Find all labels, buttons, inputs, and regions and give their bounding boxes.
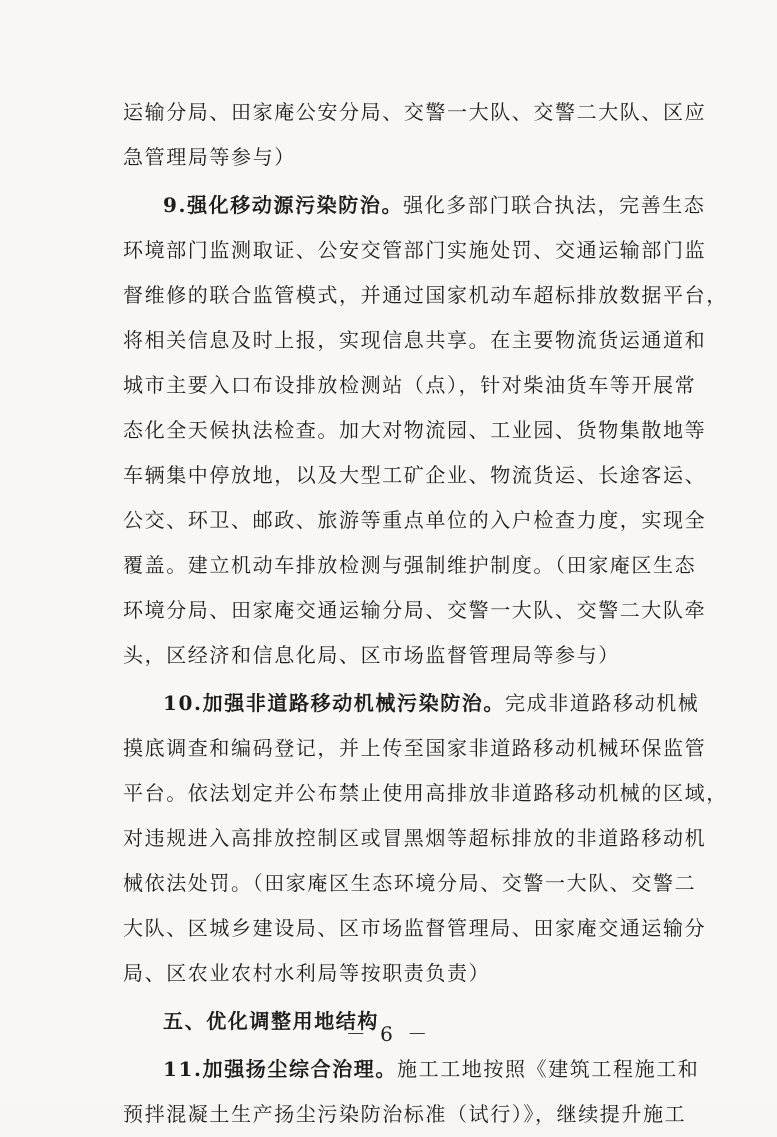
text-line: 环境部门监测取证、公安交管部门实施处罚、交通运输部门监 <box>123 238 707 262</box>
text-line: 车辆集中停放地，以及大型工矿企业、物流货运、长途客运、 <box>123 463 707 487</box>
text-line: 局、区农业农村水利局等按职责负责） <box>123 961 491 985</box>
text-line: 大队、区城乡建设局、区市场监督管理局、田家庵交通运输分 <box>123 916 707 940</box>
item-11-first-line <box>123 1047 703 1092</box>
item-10-title: 10.加强非道路移动机械污染防治。 <box>163 691 505 715</box>
document-body <box>123 90 728 1137</box>
item-9-first-line <box>123 183 706 228</box>
text-line: 城市主要入口布设排放检测站（点），针对柴油货车等开展常 <box>123 373 697 397</box>
item-9-title: 9.强化移动源污染防治。 <box>163 193 404 217</box>
item-10-first-line <box>123 681 703 726</box>
text-line: 态化全天候执法检查。加大对物流园、工业园、货物集散地等 <box>123 418 707 442</box>
text-line: 将相关信息及时上报，实现信息共享。在主要物流货运通道和 <box>123 328 707 352</box>
item-10-text: 完成非道路移动机械 <box>505 691 700 715</box>
text-line: 公交、环卫、邮政、旅游等重点单位的入户检查力度，实现全 <box>123 508 707 532</box>
item-11-text: 施工工地按照《建筑工程施工和 <box>397 1057 700 1081</box>
text-line: 械依法处罚。（田家庵区生态环境分局、交警一大队、交警二 <box>123 871 697 895</box>
text-line: 督维修的联合监管模式，并通过国家机动车超标排放数据平台， <box>123 283 728 307</box>
text-line: 摸底调查和编码登记，并上传至国家非道路移动机械环保监管 <box>123 736 707 760</box>
text-line: 平台。依法划定并公布禁止使用高排放非道路移动机械的区域， <box>123 781 728 805</box>
text-line: 覆盖。建立机动车排放检测与强制维护制度。（田家庵区生态 <box>123 553 697 577</box>
page-number: － 6 － <box>345 1022 432 1046</box>
text-line: 运输分局、田家庵公安分局、交警一大队、交警二大队、区应 <box>123 100 707 124</box>
text-line: 头，区经济和信息化局、区市场监督管理局等参与） <box>123 643 620 667</box>
section-heading: 五、优化调整用地结构 <box>163 1009 379 1033</box>
item-11-title: 11.加强扬尘综合治理。 <box>163 1057 397 1081</box>
text-line: 急管理局等参与） <box>123 145 296 169</box>
text-line: 预拌混凝土生产扬尘污染防治标准（试行）》，继续提升施工 <box>123 1102 687 1126</box>
text-line: 环境分局、田家庵交通运输分局、交警一大队、交警二大队牵 <box>123 598 707 622</box>
item-9-text: 强化多部门联合执法，完善生态 <box>403 193 706 217</box>
text-line: 对违规进入高排放控制区或冒黑烟等超标排放的非道路移动机 <box>123 826 707 850</box>
